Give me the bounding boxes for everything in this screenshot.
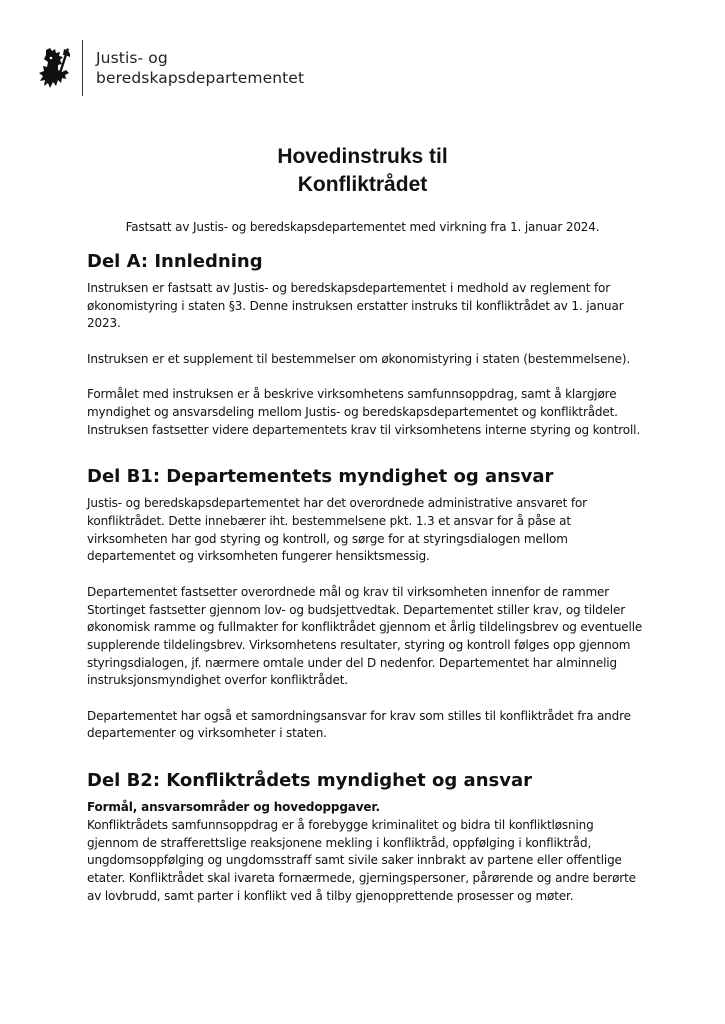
section-heading-del-b1: Del B1: Departementets myndighet og ansvar — [87, 466, 554, 488]
logo-divider — [82, 40, 83, 96]
document-title-line2: Konfliktrådet — [297, 173, 428, 196]
document-body — [87, 250, 647, 905]
ministry-name-line1: Justis- og — [96, 49, 168, 67]
subheading: Formål, ansvarsområder og hovedoppgaver. — [87, 800, 380, 815]
paragraph: Konfliktrådets samfunnsoppdrag er å forebygge kriminalitet og bidra til konfliktløsning gjennom de strafferettslige reaksjonene mekling i konfliktråd, oppfølging i konfliktråd, ungdomsoppfølging og ungdomsstraff samt sivile saker innbrakt av partene eller offentlige etater. Konfliktrådet skal ivareta fornærmede, gjerningspersoner, pårørende og andre berørte av lovbrudd, samt parter i konflikt ved å tilby gjenopprettende prosesser og møter. — [87, 817, 636, 903]
document-title — [0, 143, 725, 199]
ministry-name — [96, 48, 304, 88]
section-heading-del-b2: Del B2: Konfliktrådets myndighet og ansvar — [87, 770, 532, 792]
document-subtitle: Fastsatt av Justis- og beredskapsdepartementet med virkning fra 1. januar 2024. — [125, 220, 600, 234]
ministry-logo — [36, 40, 304, 98]
paragraph: Instruksen er et supplement til bestemmelser om økonomistyring i staten (bestemmelsene). — [87, 351, 631, 366]
paragraph: Formålet med instruksen er å beskrive virksomhetens samfunnsoppdrag, samt å klargjøre myndighet og ansvarsdeling mellom Justis- og beredskapsdepartementet og konfliktrådet. Instruksen fastsetter videre departementets krav til virksomhetens interne styring og kontroll. — [87, 387, 640, 437]
paragraph: Departementet fastsetter overordnede mål og krav til virksomheten innenfor de rammer Stortinget fastsetter gjennom lov- og budsjettvedtak. Departementet stiller krav, og tildeler økonomisk ramme og fullmakter for konfliktrådet gjennom et årlig tildelingsbrev og eventuelle supplerende tildelingsbrev. Virksomhetens resultater, styring og kontroll følges opp gjennom styringsdialogen, jf. nærmere omtale under del D nedenfor. Departementet har alminnelig instruksjonsmyndighet overfor konfliktrådet. — [87, 584, 643, 688]
paragraph: Departementet har også et samordningsansvar for krav som stilles til konfliktrådet fra andre departementer og virksomheter i staten. — [87, 708, 631, 741]
norwegian-lion-icon — [36, 46, 72, 92]
document-title-line1: Hovedinstruks til — [277, 145, 448, 168]
section-heading-del-a: Del A: Innledning — [87, 251, 263, 272]
paragraph: Instruksen er fastsatt av Justis- og beredskapsdepartementet i medhold av reglement for økonomistyring i staten §3. Denne instruksen erstatter instruks til konfliktrådet av 1. januar 2023. — [87, 281, 624, 331]
ministry-name-line2: beredskapsdepartementet — [96, 69, 305, 87]
paragraph: Justis- og beredskapsdepartementet har det overordnede administrative ansvaret for konfliktrådet. Dette innebærer iht. bestemmelsene pkt. 1.3 et ansvar for å påse at virksomheten har god styring og kontroll, og sørge for at styringsdialogen mellom departementet og virksomheten fungerer hensiktsmessig. — [87, 496, 587, 564]
